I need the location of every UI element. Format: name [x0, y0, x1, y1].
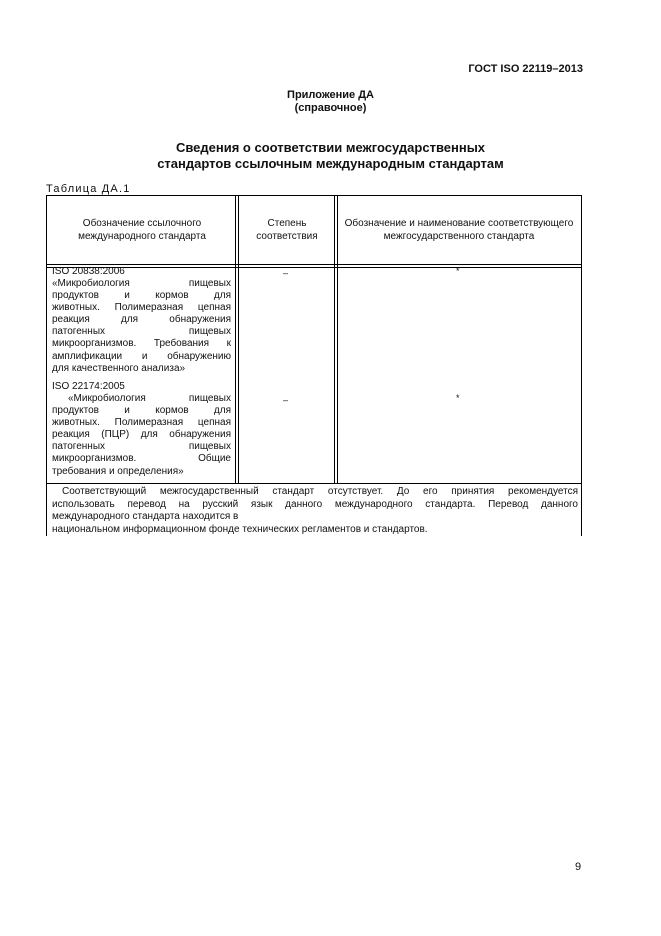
page-number: 9 — [575, 861, 582, 873]
header-degree: Степень соответствия — [256, 218, 318, 242]
table-row-2-degree: – — [283, 395, 289, 405]
table-border-left — [46, 195, 47, 536]
table-border-right — [581, 195, 582, 536]
title-line: реакция для обнаружения — [52, 314, 231, 326]
header-rule — [46, 267, 582, 268]
title-line: амплификации и обнаружению — [52, 350, 231, 362]
footnote-line: Соответствующий межгосударственный стандарт отсутствует. До его принятия рекомендуется — [62, 486, 578, 497]
title-line: «Микробиология пищевых — [68, 393, 231, 404]
footnote-line: использовать перевод на русский язык данного международного стандарта. Перевод данного — [52, 498, 578, 510]
title-line: животных. Полимеразная цепная — [52, 417, 231, 429]
column-separator — [337, 195, 338, 484]
title-line: «Микробиология пищевых — [52, 278, 231, 289]
title-line: животных. Полимеразная цепная — [52, 302, 231, 314]
annex-heading — [0, 89, 661, 115]
title-line: реакция (ПЦР) для обнаружения — [52, 429, 231, 441]
section-title — [0, 140, 661, 172]
footnote-line: международного стандарта находится в — [52, 511, 239, 522]
annex-title: Приложение ДА — [287, 89, 374, 101]
table-row-1-title — [52, 278, 231, 375]
header-reference-standard: Обозначение ссылочного международного стандарта — [78, 218, 206, 242]
document-code: ГОСТ ISO 22119–2013 — [468, 63, 583, 75]
header-interstate-standard: Обозначение и наименование соответствующего межгосударственного стандарта — [344, 218, 574, 242]
title-line: микроорганизмов. Общие — [52, 453, 231, 465]
title-line: патогенных пищевых — [52, 326, 231, 338]
table-footnote — [52, 486, 578, 536]
title-line: для качественного анализа» — [52, 362, 186, 374]
annex-subtitle: (справочное) — [294, 102, 367, 114]
table-row-1-code: ISO 20838:2006 — [52, 266, 125, 277]
column-separator — [235, 195, 236, 484]
table-row-1-degree: – — [283, 268, 289, 278]
section-title-line: стандартов ссылочным международным стандартам — [157, 156, 504, 171]
title-line: требования и определения» — [52, 465, 184, 477]
section-title-line: Сведения о соответствии межгосударственных — [175, 140, 486, 155]
table-row-2-code: ISO 22174:2005 — [52, 381, 125, 392]
title-line: патогенных пищевых — [52, 441, 231, 453]
body-rule — [46, 483, 582, 484]
title-line: микроорганизмов. Требования к — [52, 338, 231, 350]
header-rule — [46, 264, 582, 265]
footnote-line: национальном информационном фонде технических регламентов и стандартов. — [52, 523, 428, 535]
column-separator — [334, 195, 335, 484]
title-line: продуктов и кормов для — [52, 405, 231, 417]
table-row-1-standard: * — [456, 266, 460, 276]
table-caption: Таблица ДА.1 — [46, 183, 131, 195]
table-row-2-title — [52, 393, 231, 478]
column-separator — [238, 195, 239, 484]
title-line: продуктов и кормов для — [52, 290, 231, 302]
correspondence-table — [46, 195, 582, 536]
table-row-2-standard: * — [456, 393, 460, 403]
